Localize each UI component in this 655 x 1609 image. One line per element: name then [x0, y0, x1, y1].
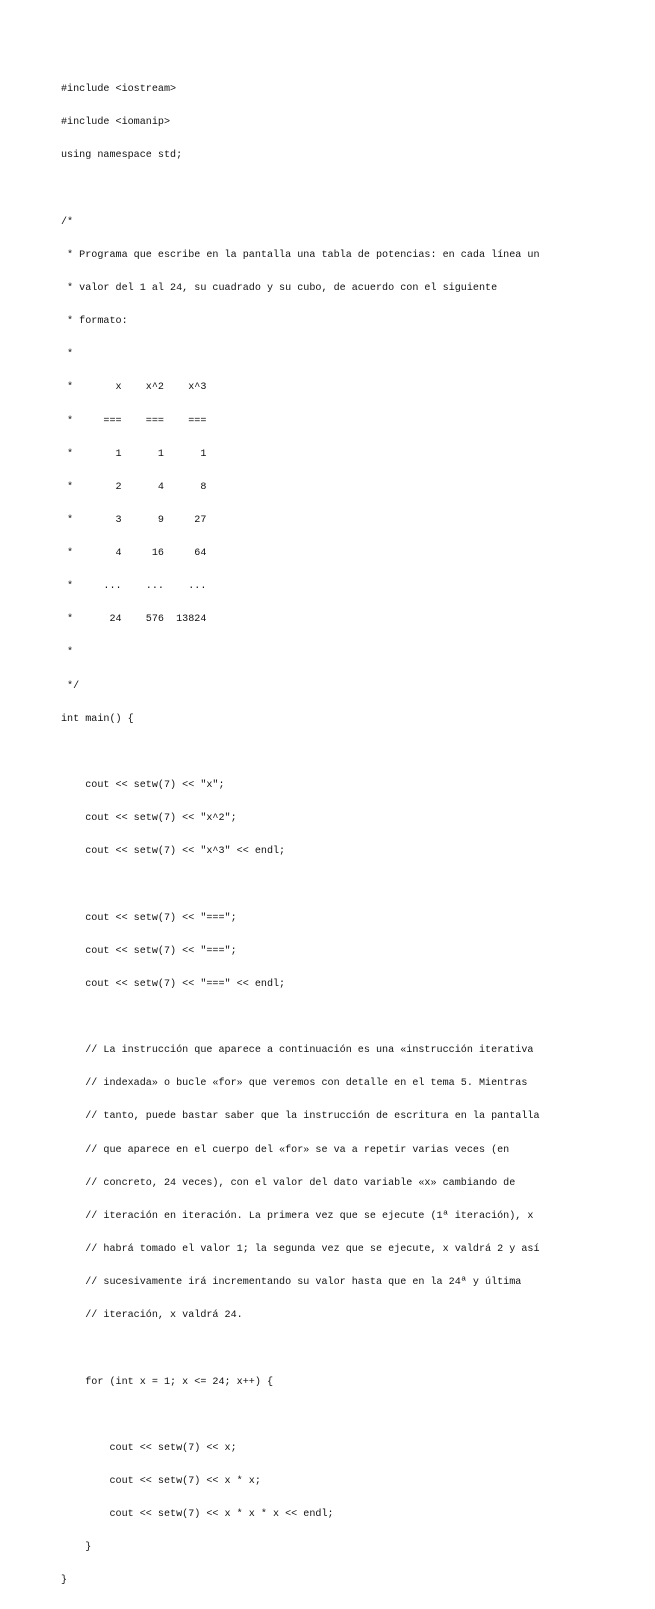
code-line — [61, 1012, 540, 1023]
code-line: cout << setw(7) << "x^2"; — [61, 813, 237, 825]
code-line: * 2 4 8 — [61, 481, 207, 493]
code-line: // indexada» o bucle «for» que veremos con detalle en el tema 5. Mientras — [61, 1078, 528, 1090]
code-line: /* — [61, 216, 74, 228]
code-line: * formato: — [61, 316, 128, 328]
code-line: cout << setw(7) << x * x; — [61, 1476, 261, 1487]
code-line: * — [61, 647, 74, 659]
source-code-block — [61, 62, 540, 1609]
code-line: cout << setw(7) << "===" << endl; — [61, 978, 286, 990]
code-line: * x x^2 x^3 — [61, 382, 207, 394]
code-line: * 1 1 1 — [61, 448, 207, 460]
code-line: cout << setw(7) << x; — [61, 1442, 237, 1454]
code-line: // sucesivamente irá incrementando su valor hasta que en la 24ª y última — [61, 1277, 522, 1289]
code-line: cout << setw(7) << "x"; — [61, 780, 225, 792]
code-line: using namespace std; — [61, 150, 183, 162]
code-line: // iteración en iteración. La primera vez que se ejecute (1ª iteración), x — [61, 1210, 534, 1222]
code-line: // habrá tomado el valor 1; la segunda vez que se ejecute, x valdrá 2 y así — [61, 1244, 540, 1256]
code-line: // concreto, 24 veces), con el valor del dato variable «x» cambiando de — [61, 1177, 516, 1189]
code-line — [61, 747, 540, 758]
code-line — [61, 184, 540, 195]
code-line: * 24 576 13824 — [61, 614, 207, 626]
code-line: // que aparece en el cuerpo del «for» se va a repetir varias veces (en — [61, 1144, 510, 1156]
code-line: // tanto, puede bastar saber que la instrucción de escritura en la pantalla — [61, 1111, 540, 1123]
code-line: #include <iomanip> — [61, 117, 171, 129]
code-line: } — [61, 1575, 68, 1587]
code-line — [61, 1343, 540, 1354]
code-line: cout << setw(7) << x * x * x << endl; — [61, 1509, 334, 1521]
code-line: // iteración, x valdrá 24. — [61, 1310, 243, 1322]
code-line: // La instrucción que aparece a continuación es una «instrucción iterativa — [61, 1045, 534, 1057]
code-line — [61, 879, 540, 890]
code-line: cout << setw(7) << "==="; — [61, 912, 237, 924]
code-line: */ — [61, 680, 80, 692]
code-line: int main() { — [61, 713, 134, 725]
code-line: * === === === — [61, 415, 207, 427]
code-line: * valor del 1 al 24, su cuadrado y su cubo, de acuerdo con el siguiente — [61, 282, 498, 294]
code-line: } — [61, 1542, 92, 1554]
code-line: for (int x = 1; x <= 24; x++) { — [61, 1376, 274, 1388]
code-line: cout << setw(7) << "==="; — [61, 945, 237, 957]
code-line — [61, 1410, 540, 1421]
code-line: * — [61, 349, 74, 361]
code-line: * 4 16 64 — [61, 548, 207, 560]
code-line: * Programa que escribe en la pantalla una tabla de potencias: en cada línea un — [61, 249, 540, 261]
code-line: * 3 9 27 — [61, 514, 207, 526]
code-line: #include <iostream> — [61, 84, 177, 96]
code-line: * ... ... ... — [61, 581, 207, 593]
code-line: cout << setw(7) << "x^3" << endl; — [61, 846, 286, 858]
